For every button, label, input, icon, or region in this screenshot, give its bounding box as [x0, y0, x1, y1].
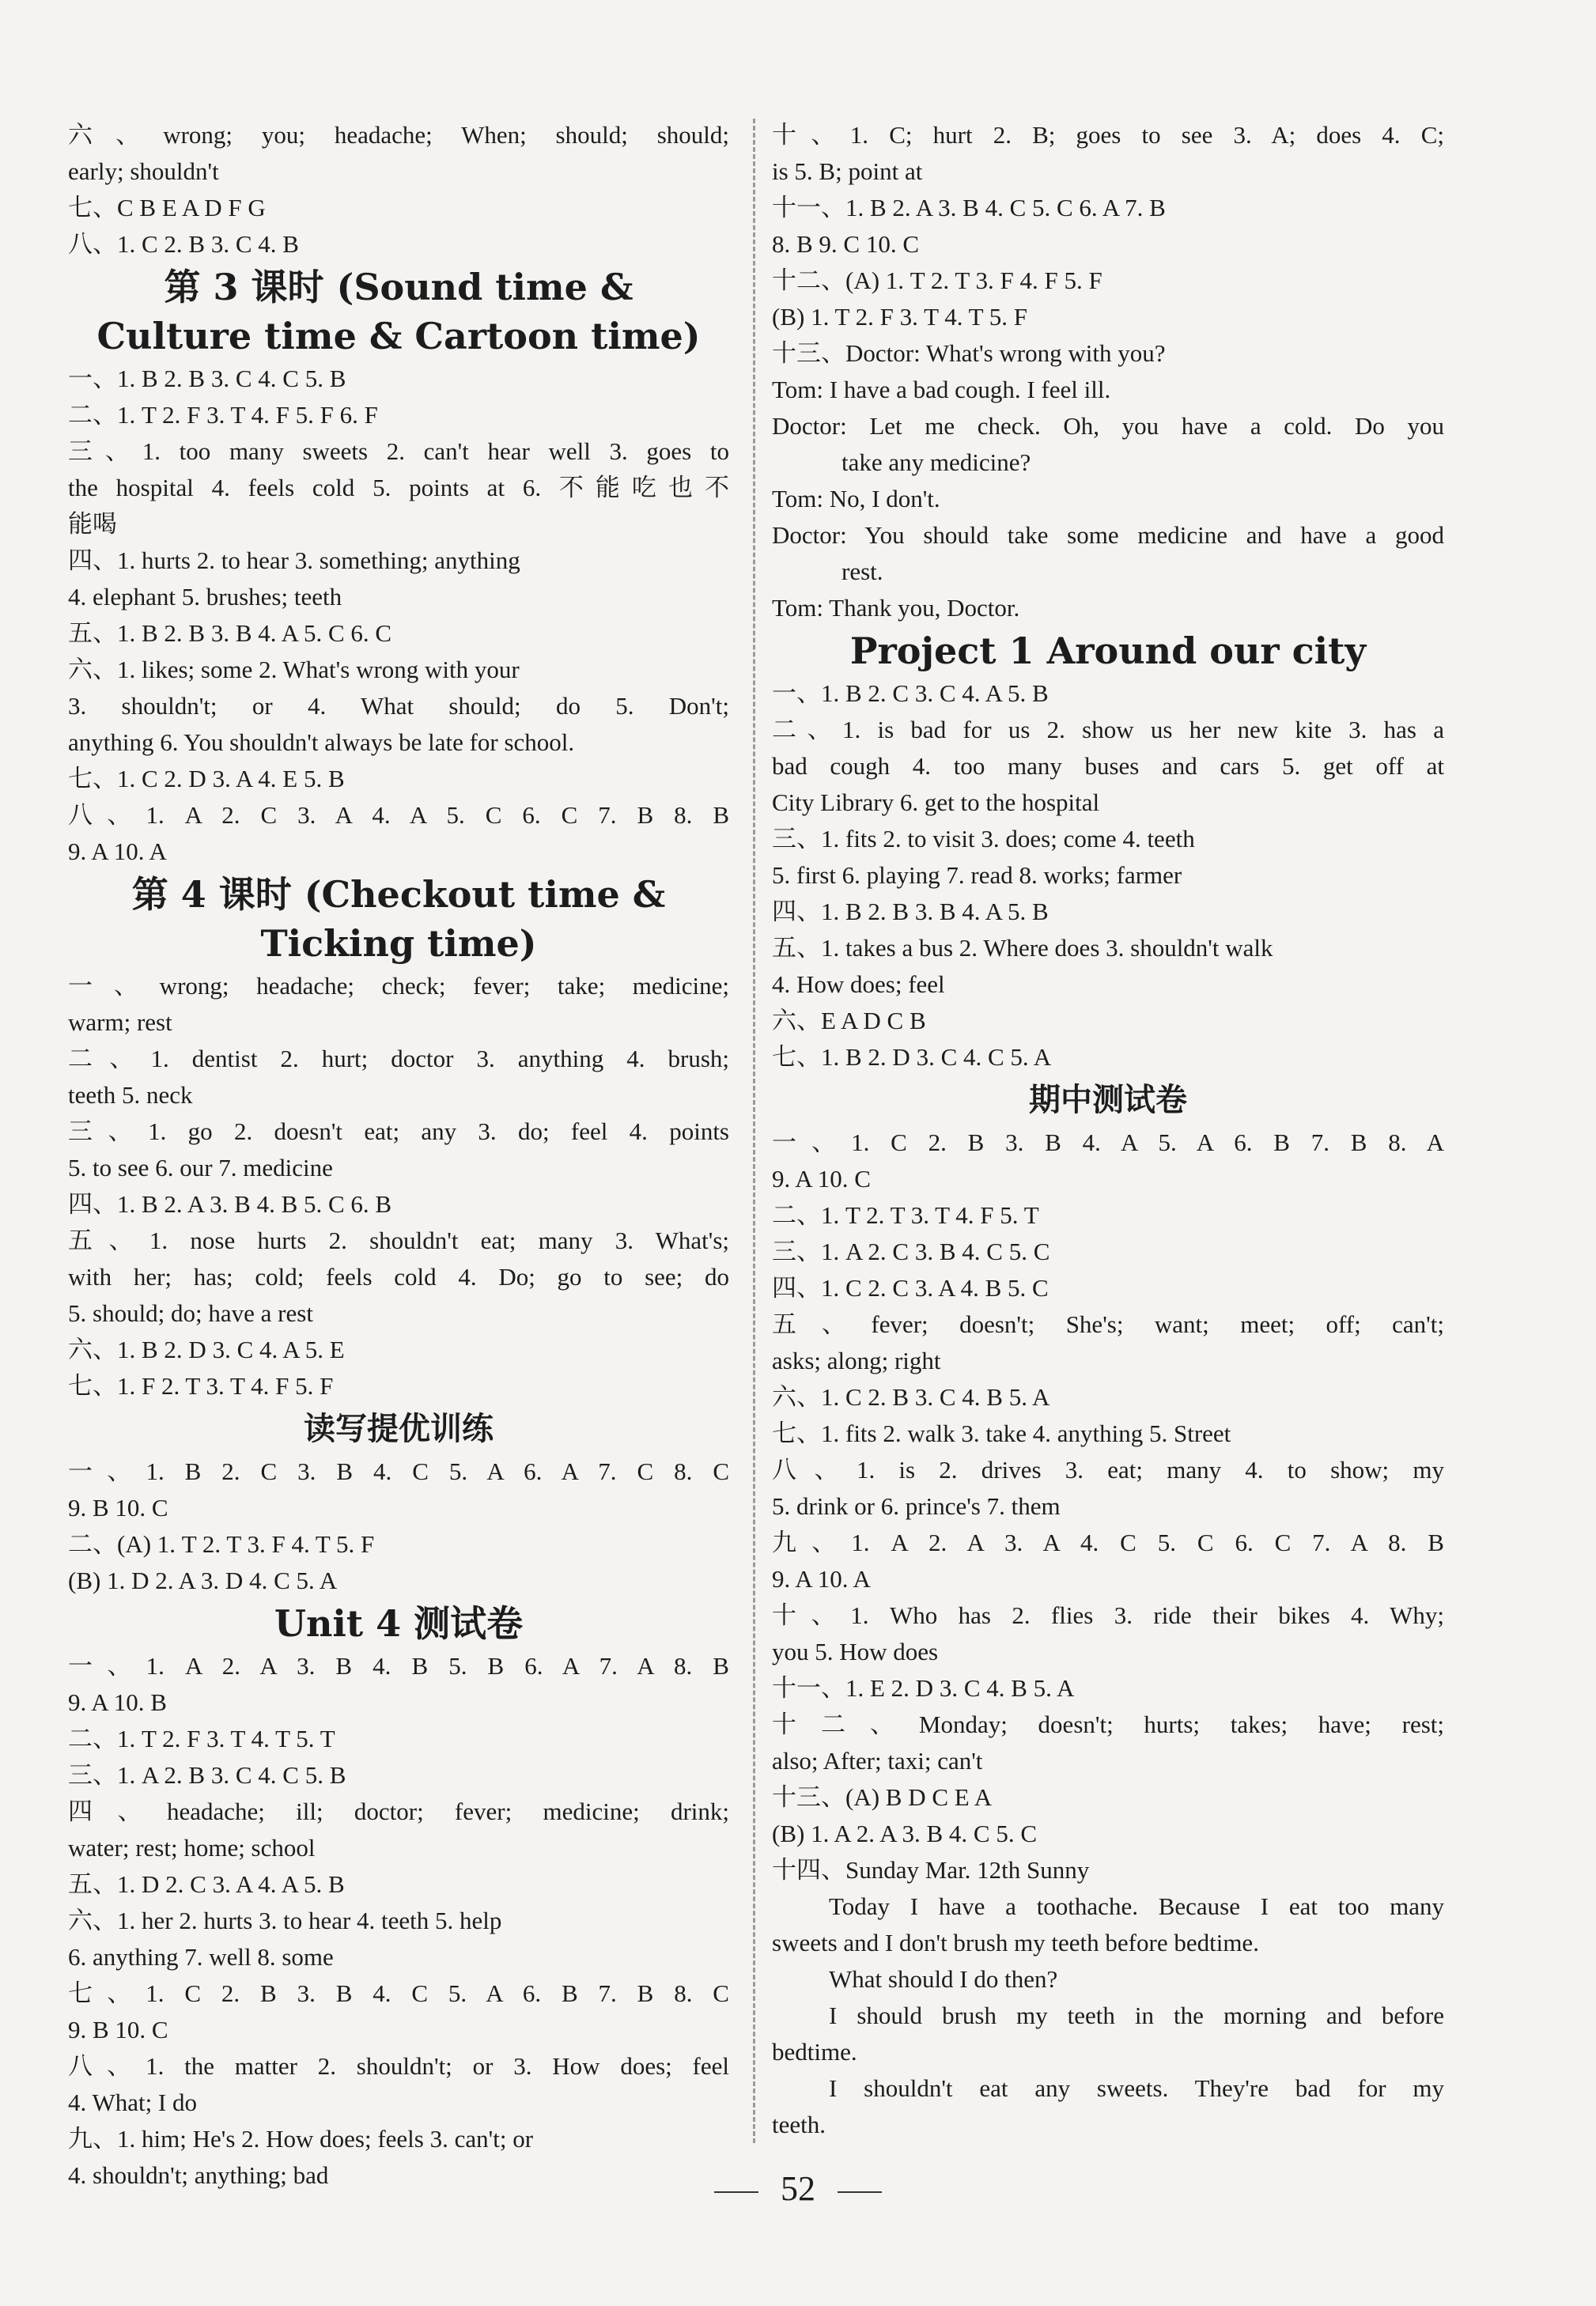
answer-line: Today I have a toothache. Because I eat too many — [829, 1892, 1444, 1920]
answer-line: 4. elephant 5. brushes; teeth — [68, 583, 342, 611]
section-heading: 第 3 课时 (Sound time & — [164, 266, 633, 308]
answer-line: 七、C B E A D F G — [68, 194, 266, 221]
answer-line: teeth 5. neck — [68, 1081, 193, 1109]
section-heading: 读写提优训练 — [304, 1410, 494, 1447]
answer-line: I shouldn't eat any sweets. They're bad for my — [829, 2074, 1444, 2102]
answer-line: 5. should; do; have a rest — [68, 1299, 313, 1327]
answer-line: is 5. B; point at — [772, 157, 923, 185]
answer-line: 六、1. C 2. B 3. C 4. B 5. A — [772, 1383, 1050, 1411]
answer-line: 二、1. dentist 2. hurt; doctor 3. anything 4. brush; — [68, 1045, 729, 1072]
answer-line: 十一、1. E 2. D 3. C 4. B 5. A — [772, 1674, 1075, 1702]
answer-line: Tom: Thank you, Doctor. — [772, 594, 1020, 622]
answer-line: 六、wrong; you; headache; When; should; should; — [68, 121, 729, 149]
answer-line: 五、fever; doesn't; She's; want; meet; off; can't; — [772, 1310, 1444, 1338]
page-number-dash-left — [714, 2191, 758, 2193]
answer-line: 七、1. C 2. B 3. B 4. C 5. A 6. B 7. B 8. C — [68, 1979, 729, 2007]
answer-line: 9. B 10. C — [68, 1494, 168, 1522]
answer-line: 二、1. T 2. T 3. T 4. F 5. T — [772, 1201, 1039, 1229]
answer-line: bad cough 4. too many buses and cars 5. get off at — [772, 752, 1444, 780]
answer-line: rest. — [841, 558, 883, 585]
answer-line: asks; along; right — [772, 1347, 941, 1374]
answer-line: 十一、1. B 2. A 3. B 4. C 5. C 6. A 7. B — [772, 194, 1166, 221]
answer-line: 9. A 10. B — [68, 1688, 167, 1716]
answer-line: 六、1. B 2. D 3. C 4. A 5. E — [68, 1336, 345, 1363]
answer-line: 二、1. T 2. F 3. T 4. T 5. T — [68, 1725, 335, 1752]
answer-line: 七、1. B 2. D 3. C 4. C 5. A — [772, 1043, 1052, 1071]
answer-line: 八、1. C 2. B 3. C 4. B — [68, 230, 299, 258]
section-heading: Project 1 Around our city — [849, 629, 1367, 672]
answer-line: warm; rest — [68, 1008, 172, 1036]
answer-line: 9. A 10. A — [772, 1565, 871, 1593]
answer-line: 一、1. B 2. C 3. B 4. C 5. A 6. A 7. C 8. C — [68, 1457, 729, 1485]
answer-line: 十二、(A) 1. T 2. T 3. F 4. F 5. F — [772, 267, 1102, 294]
answer-line: you 5. How does — [772, 1638, 939, 1665]
answer-line: Doctor: You should take some medicine and have a good — [772, 521, 1444, 549]
answer-line: 十、1. C; hurt 2. B; goes to see 3. A; does 4. C; — [772, 121, 1444, 149]
answer-line: Doctor: Let me check. Oh, you have a cold. Do you — [772, 412, 1444, 440]
answer-line: City Library 6. get to the hospital — [772, 788, 1100, 816]
answer-line: 七、1. C 2. D 3. A 4. E 5. B — [68, 765, 345, 792]
answer-line: 十三、(A) B D C E A — [772, 1783, 993, 1811]
answer-line: 9. A 10. A — [68, 837, 167, 865]
answer-line: 4. How does; feel — [772, 970, 945, 998]
answer-line: 六、1. her 2. hurts 3. to hear 4. teeth 5. help — [68, 1907, 502, 1934]
answer-line: 九、1. him; He's 2. How does; feels 3. can't; or — [68, 2125, 534, 2153]
answer-line: 9. A 10. C — [772, 1165, 871, 1193]
answer-line: 四、1. C 2. C 3. A 4. B 5. C — [772, 1274, 1049, 1302]
answer-line: with her; has; cold; feels cold 4. Do; go to see; do — [68, 1263, 729, 1291]
answer-line: 8. B 9. C 10. C — [772, 230, 920, 258]
section-heading: Culture time & Cartoon time) — [96, 315, 701, 357]
answer-line: 九、1. A 2. A 3. A 4. C 5. C 6. C 7. A 8. B — [772, 1529, 1444, 1556]
answer-line: 三、1. A 2. B 3. C 4. C 5. B — [68, 1761, 346, 1789]
answer-line: 二、1. is bad for us 2. show us her new kite 3. has a — [772, 716, 1444, 743]
section-heading: Ticking time) — [260, 922, 537, 965]
section-heading: 期中测试卷 — [1029, 1081, 1187, 1118]
answer-line: 八、1. the matter 2. shouldn't; or 3. How does; feel — [68, 2052, 729, 2080]
answer-line: Tom: I have a bad cough. I feel ill. — [772, 376, 1111, 403]
answer-line: 三、1. A 2. C 3. B 4. C 5. C — [772, 1238, 1050, 1265]
answer-line: 六、E A D C B — [772, 1007, 926, 1034]
answer-line: anything 6. You shouldn't always be late for school. — [68, 728, 575, 756]
left-column — [68, 117, 729, 2194]
answer-line: 七、1. F 2. T 3. T 4. F 5. F — [68, 1372, 334, 1400]
answer-line: I should brush my teeth in the morning and before — [829, 2002, 1444, 2029]
answer-line: 五、1. takes a bus 2. Where does 3. shouldn't walk — [772, 934, 1273, 962]
answer-line: Tom: No, I don't. — [772, 485, 940, 512]
answer-line: (B) 1. T 2. F 3. T 4. T 5. F — [772, 303, 1028, 331]
answer-line: 五、1. nose hurts 2. shouldn't eat; many 3. What's; — [68, 1227, 729, 1254]
right-column — [772, 117, 1444, 2143]
answer-line: (B) 1. A 2. A 3. B 4. C 5. C — [772, 1820, 1038, 1847]
answer-line: take any medicine? — [841, 448, 1031, 476]
answer-line: 能喝 — [68, 510, 117, 538]
answer-line: 六、1. likes; some 2. What's wrong with your — [68, 656, 520, 683]
page-number-dash-right — [838, 2191, 882, 2193]
page-number — [0, 2165, 1596, 2213]
answer-line: 三、1. too many sweets 2. can't hear well 3. goes to — [68, 437, 729, 465]
answer-line: 五、1. D 2. C 3. A 4. A 5. B — [68, 1870, 345, 1898]
answer-line: teeth. — [772, 2111, 826, 2138]
answer-line: 十二、Monday; doesn't; hurts; takes; have; rest; — [772, 1711, 1444, 1738]
answer-line: 十三、Doctor: What's wrong with you? — [772, 339, 1166, 367]
answer-line: 三、1. fits 2. to visit 3. does; come 4. teeth — [772, 825, 1195, 852]
answer-line: 5. first 6. playing 7. read 8. works; farmer — [772, 861, 1182, 889]
answer-line: 一、1. A 2. A 3. B 4. B 5. B 6. A 7. A 8. B — [68, 1652, 729, 1680]
answer-line: 二、1. T 2. F 3. T 4. F 5. F 6. F — [68, 401, 378, 429]
answer-line: water; rest; home; school — [68, 1834, 316, 1862]
answer-line: 四、1. hurts 2. to hear 3. something; anything — [68, 546, 520, 574]
answer-line: 五、1. B 2. B 3. B 4. A 5. C 6. C — [68, 619, 392, 647]
answer-line: 四、headache; ill; doctor; fever; medicine; drink; — [68, 1798, 729, 1825]
answer-line: 5. drink or 6. prince's 7. them — [772, 1492, 1061, 1520]
answer-line: 八、1. A 2. C 3. A 4. A 5. C 6. C 7. B 8. B — [68, 801, 729, 829]
answer-line: 四、1. B 2. B 3. B 4. A 5. B — [772, 898, 1049, 925]
answer-line: 一、1. B 2. C 3. C 4. A 5. B — [772, 679, 1049, 707]
answer-line: the hospital 4. feels cold 5. points at 6. 不能吃也不 — [68, 474, 729, 501]
answer-line: sweets and I don't brush my teeth before bedtime. — [772, 1929, 1259, 1956]
answer-line: 4. What; I do — [68, 2089, 198, 2116]
answer-line: 一、1. C 2. B 3. B 4. A 5. A 6. B 7. B 8. A — [772, 1128, 1444, 1156]
answer-line: also; After; taxi; can't — [772, 1747, 983, 1775]
answer-line: 9. B 10. C — [68, 2016, 168, 2043]
answer-line: 5. to see 6. our 7. medicine — [68, 1154, 333, 1181]
section-heading: Unit 4 测试卷 — [274, 1602, 524, 1645]
answer-line: 十四、Sunday Mar. 12th Sunny — [772, 1856, 1090, 1884]
answer-line: 二、(A) 1. T 2. T 3. F 4. T 5. F — [68, 1530, 375, 1558]
answer-line: 十、1. Who has 2. flies 3. ride their bikes 4. Why; — [772, 1601, 1444, 1629]
column-divider — [753, 119, 755, 2143]
answer-line: early; shouldn't — [68, 157, 219, 185]
answer-line: 3. shouldn't; or 4. What should; do 5. Don't; — [68, 692, 729, 720]
answer-line: 七、1. fits 2. walk 3. take 4. anything 5. Street — [772, 1420, 1231, 1447]
answer-line: 八、1. is 2. drives 3. eat; many 4. to show; my — [772, 1456, 1444, 1484]
answer-line: (B) 1. D 2. A 3. D 4. C 5. A — [68, 1567, 338, 1594]
answer-line: 4. shouldn't; anything; bad — [68, 2161, 329, 2189]
answer-line: 三、1. go 2. doesn't eat; any 3. do; feel 4. points — [68, 1117, 729, 1145]
page-number-value: 52 — [781, 2169, 815, 2208]
section-heading: 第 4 课时 (Checkout time & — [131, 873, 666, 916]
answer-line: What should I do then? — [829, 1965, 1058, 1993]
answer-line: 四、1. B 2. A 3. B 4. B 5. C 6. B — [68, 1190, 392, 1218]
answer-line: bedtime. — [772, 2038, 857, 2066]
answer-line: 6. anything 7. well 8. some — [68, 1943, 334, 1971]
answer-line: 一、1. B 2. B 3. C 4. C 5. B — [68, 365, 346, 392]
answer-line: 一、wrong; headache; check; fever; take; medicine; — [68, 972, 729, 1000]
